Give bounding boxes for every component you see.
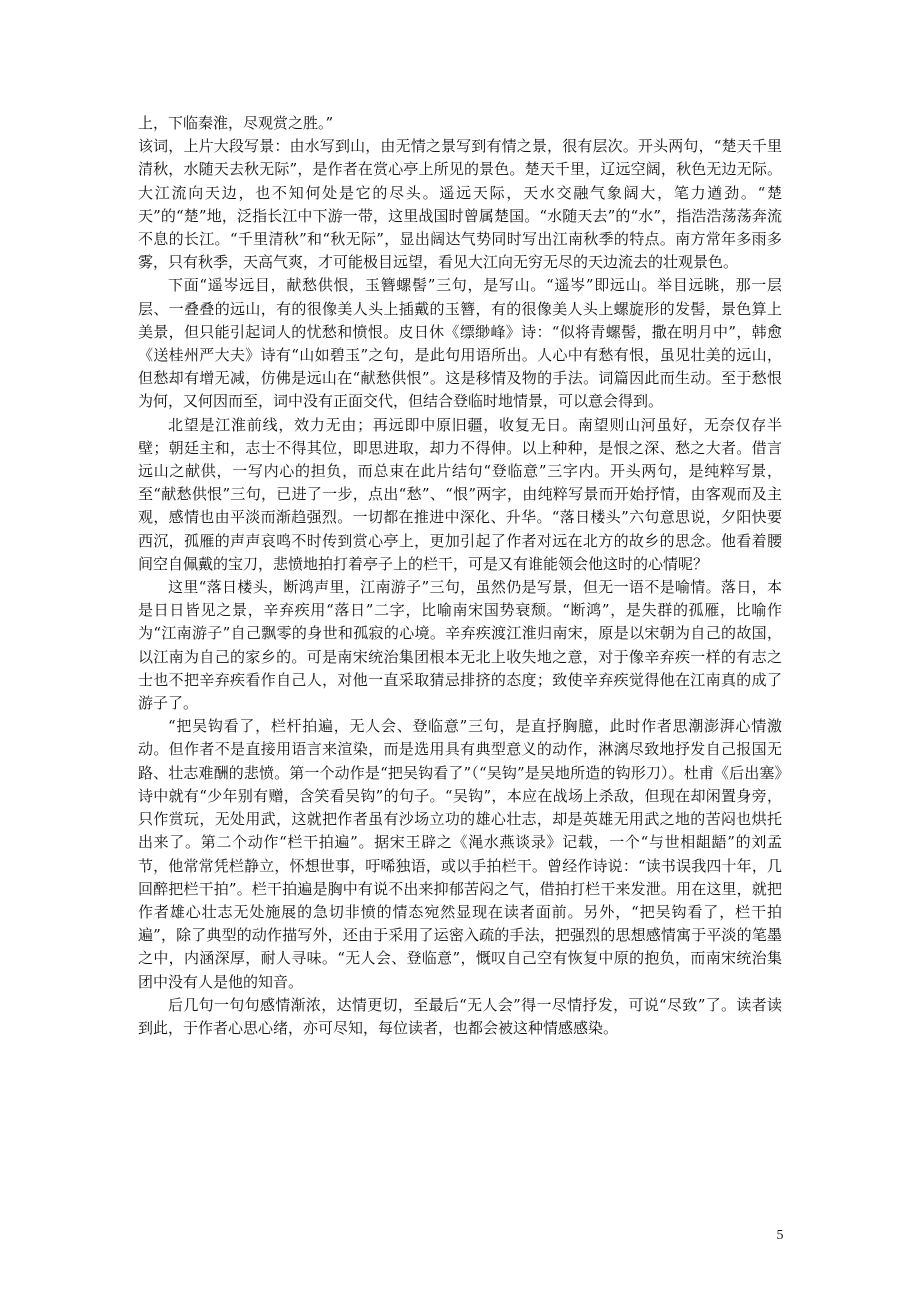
paragraph-distant-mountains: 下面“遥岑远目，献愁供恨，玉簪螺髻”三句，是写山。“遥岑”即远山。举目远眺，那一层层、一叠叠的远山，有的很像美人头上插戴的玉簪，有的很像美人头上螺旋形的发髻，景色算上美景，但只能引起词人的忧愁和愤恨。皮日休《缥缈峰》诗：“似将青螺髻，撒在明月中”，韩愈《送桂州严大夫》诗有“山如碧玉”之句，是此句用语所出。人心中有愁有恨，虽见壮美的远山，但愁却有增无减，仿佛是远山在“献愁供恨”。这是移情及物的手法。词篇因此而生动。至于愁恨为何，又何因而至，词中没有正面交代，但结合登临时地情景，可以意会得到。 (138, 276, 782, 411)
document-body (138, 112, 782, 1040)
paragraph-wu-hook: “把吴钩看了，栏杆拍遍，无人会、登临意”三句，是直抒胸臆，此时作者思潮澎湃心情激动。但作者不是直接用语言来渲染，而是选用具有典型意义的动作，淋漓尽致地抒发自己报国无路、壮志难酬的悲愤。第一个动作是“把吴钩看了”（“吴钩”是吴地所造的钩形刀）。杜甫《后出塞》诗中就有“少年别有赠，含笑看吴钩”的句子。“吴钩”，本应在战场上杀敌，但现在却闲置身旁，只作赏玩，无处用武，这就把作者虽有沙场立功的雄心壮志，却是英雄无用武之地的苦闷也烘托出来了。第二个动作“栏干拍遍”。据宋王辟之《渑水燕谈录》记载，一个“与世相龃龉”的刘孟节，他常常凭栏静立，怀想世事，吁唏独语，或以手拍栏干。曾经作诗说：“读书误我四十年，几回醉把栏干拍”。栏干拍遍是胸中有说不出来抑郁苦闷之气，借拍打栏干来发泄。用在这里，就把作者雄心壮志无处施展的急切非愤的情态宛然显现在读者面前。另外，“把吴钩看了，栏干拍遍”，除了典型的动作描写外，还由于采用了运密入疏的手法，把强烈的思想感情寓于平淡的笔墨之中，内涵深厚，耐人寻味。“无人会、登临意”，慨叹自己空有恢复中原的抱负，而南宋统治集团中没有人是他的知音。 (138, 717, 782, 991)
paragraph-continuation: 上，下临秦淮，尽观赏之胜。” (138, 114, 334, 132)
paragraph-north-view: 北望是江淮前线，效力无由；再远即中原旧疆，收复无日。南望则山河虽好，无奈仅存半壁；朝廷主和，志士不得其位，即思进取，却力不得伸。以上种种，是恨之深、愁之大者。借言远山之献供，一写内心的担负，而总束在此片结句“登临意”三字内。开头两句，是纯粹写景，至“献愁供恨”三句，已进了一步，点出“愁”、“恨”两字，由纯粹写景而开始抒情，由客观而及主观，感情也由平淡而渐趋强烈。一切都在推进中深化、升华。“落日楼头”六句意思说，夕阳快要西沉，孤雁的声声哀鸣不时传到赏心亭上，更加引起了作者对远在北方的故乡的思念。他看着腰间空自佩戴的宝刀，悲愤地拍打着亭子上的栏干，可是又有谁能领会他这时的心情呢？ (138, 415, 782, 573)
page-number: 5 (776, 1228, 784, 1243)
paragraph-sunset-tower: 这里“落日楼头，断鸿声里，江南游子”三句，虽然仍是写景，但无一语不是喻情。落日，本是日日皆见之景，辛弃疾用“落日”二字，比喻南宋国势衰颓。“断鸿”，是失群的孤雁，比喻作为“江南游子”自己飘零的身世和孤寂的心境。辛弃疾渡江淮归南宋，原是以宋朝为自己的故国，以江南为自己的家乡的。可是南宋统治集团根本无北上收失地之意，对于像辛弃疾一样的有志之士也不把辛弃疾看作自己人，对他一直采取猜忌排挤的态度；致使辛弃疾觉得他在江南真的成了游子了。 (138, 578, 782, 713)
paragraph-upper-stanza-intro: 该词，上片大段写景：由水写到山，由无情之景写到有情之景，很有层次。开头两句，“楚天千里清秋，水随天去秋无际”，是作者在赏心亭上所见的景色。楚天千里，辽远空阔，秋色无边无际。大江流向天边，也不知何处是它的尽头。遥远天际，天水交融气象阔大，笔力遒劲。“楚天”的“楚”地，泛指长江中下游一带，这里战国时曾属楚国。“水随天去”的“水”，指浩浩荡荡奔流不息的长江。“千里清秋”和“秋无际”，显出阔达气势同时写出江南秋季的特点。南方常年多雨多雾，只有秋季，天高气爽，才可能极目远望，看见大江向无穷无尽的天边流去的壮观景色。 (138, 137, 782, 272)
paragraph-conclusion: 后几句一句句感情渐浓，达情更切，至最后“无人会”得一尽情抒发，可说“尽致”了。读者读到此，于作者心思心绪，亦可尽知，每位读者，也都会被这种情感感染。 (138, 995, 782, 1037)
